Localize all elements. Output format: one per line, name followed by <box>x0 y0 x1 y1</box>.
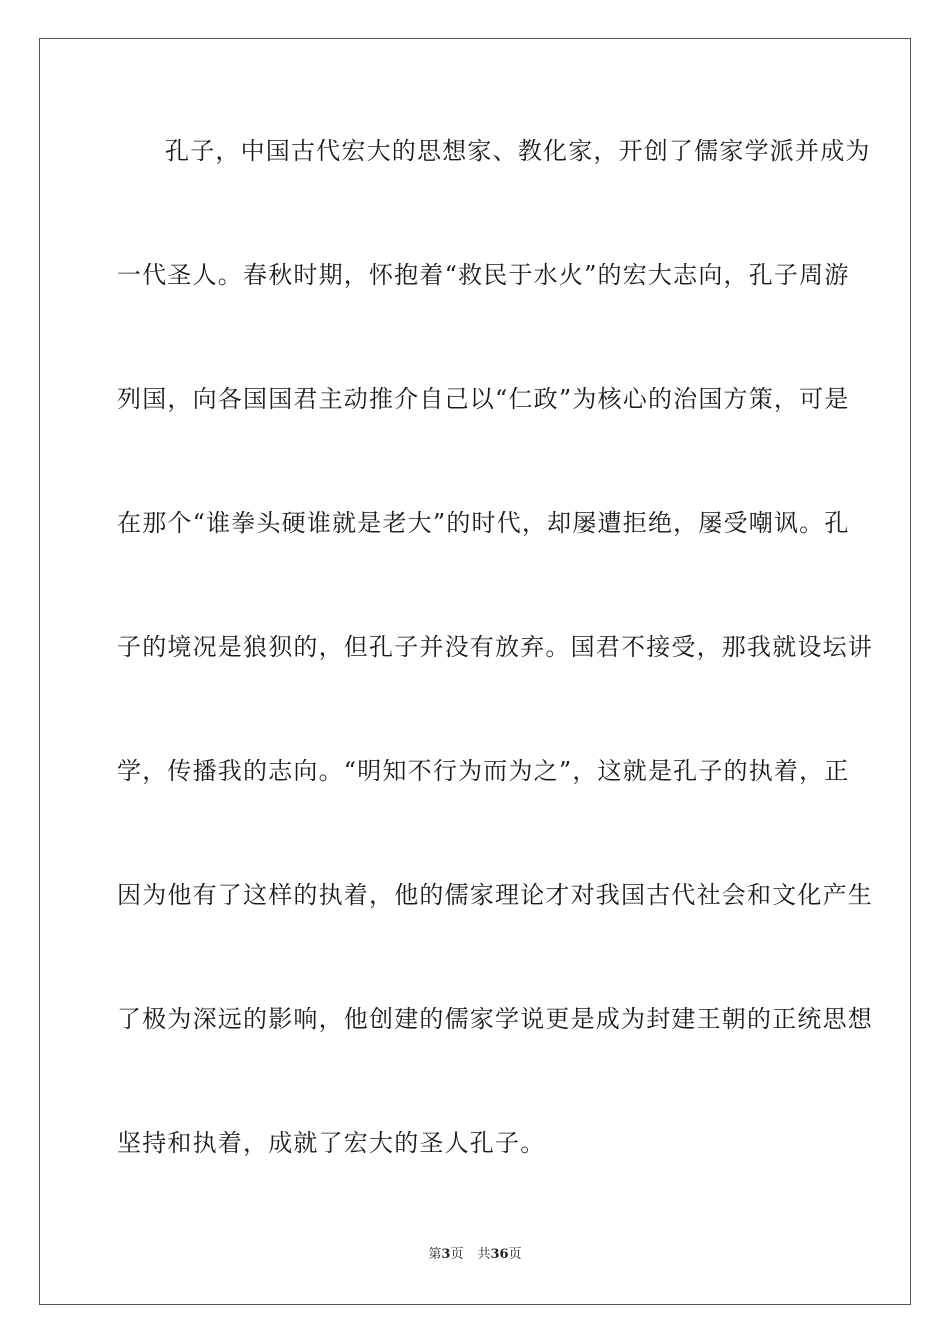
paragraph-line: 因为他有了这样的执着，他的儒家理论才对我国古代社会和文化产生 <box>117 881 873 909</box>
page-suffix: 页 <box>450 1247 464 1262</box>
paragraph-line: 一代圣人。春秋时期，怀抱着“救民于水火”的宏大志向，孔子周游 <box>117 261 850 289</box>
paragraph-line: 坚持和执着，成就了宏大的圣人孔子。 <box>117 1129 546 1157</box>
total-prefix: 共 <box>477 1247 491 1262</box>
paragraph-line: 在那个“谁拳头硬谁就是老大”的时代，却屡遭拒绝，屡受嘲讽。孔 <box>117 509 850 537</box>
page-border <box>39 38 911 1305</box>
paragraph-line: 学，传播我的志向。“明知不行为而为之”，这就是孔子的执着，正 <box>117 757 850 785</box>
paragraph-line: 了极为深远的影响，他创建的儒家学说更是成为封建王朝的正统思想 <box>117 1005 873 1033</box>
page-number: 3 <box>441 1247 451 1262</box>
page-footer <box>0 1246 950 1264</box>
paragraph-line: 列国，向各国国君主动推介自己以“仁政”为核心的治国方策，可是 <box>117 385 850 413</box>
page-prefix: 第 <box>428 1247 442 1262</box>
total-pages: 36 <box>490 1247 509 1262</box>
paragraph-line: 孔子，中国古代宏大的思想家、教化家，开创了儒家学派并成为 <box>165 137 871 165</box>
total-suffix: 页 <box>508 1247 522 1262</box>
paragraph-line: 子的境况是狼狈的，但孔子并没有放弃。国君不接受，那我就设坛讲 <box>117 633 873 661</box>
